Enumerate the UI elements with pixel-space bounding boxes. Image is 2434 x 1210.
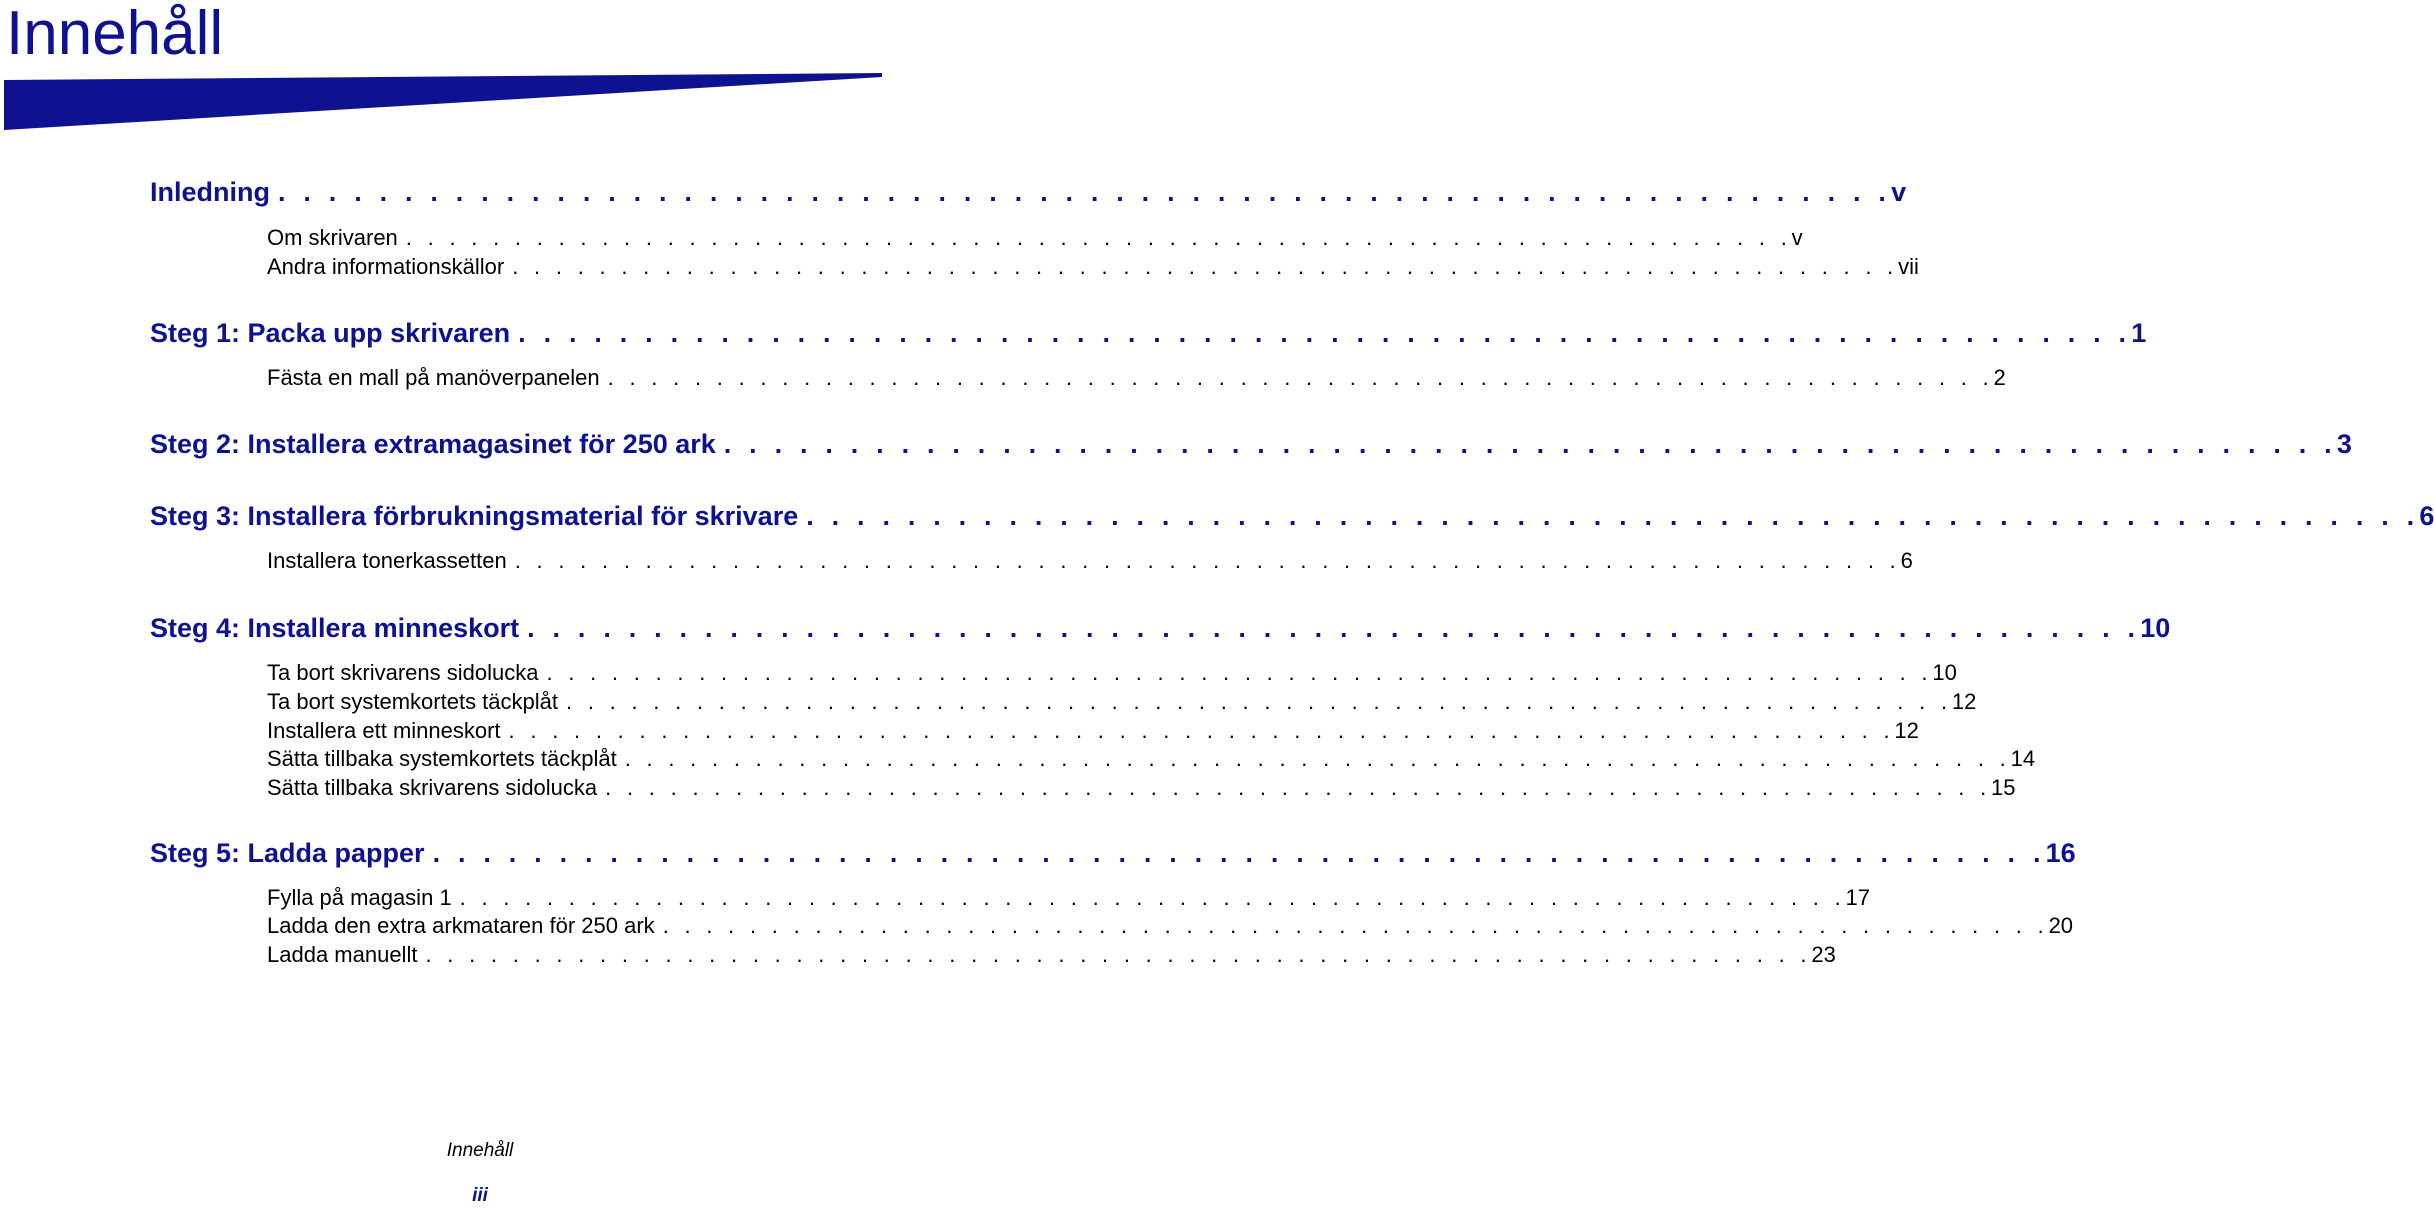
toc-chapter-label: Steg 2: Installera extramagasinet för 250 ark — [150, 429, 716, 459]
toc-page-number: 15 — [1991, 775, 2016, 800]
toc-page-number: 10 — [2140, 613, 2171, 643]
title-underline-bar — [0, 0, 960, 140]
toc-page-number: 16 — [2045, 838, 2076, 868]
dot-leader: . . . . . . . . . . . . . . . . . . . . . . . . . . . . . . . . . . . . . . . . . . . . . . . . . . . . . . . . . . . . . . . . — [512, 254, 1899, 279]
dot-leader: . . . . . . . . . . . . . . . . . . . . . . . . . . . . . . . . . . . . . . . . . . . . . . . . . . . . . . . . . . . . . . . . — [605, 775, 1992, 800]
dot-leader: . . . . . . . . . . . . . . . . . . . . . . . . . . . . . . . . . . . . . . . . . . . . . . . . . . . . . . . . . . . . . . . . — [723, 429, 2337, 459]
toc-chapter-label: Steg 4: Installera minneskort — [150, 613, 520, 643]
toc-section-label: Sätta tillbaka skrivarens sidolucka — [267, 775, 598, 800]
toc-section-label: Installera ett minneskort — [267, 718, 501, 743]
toc-page-number: 1 — [2131, 318, 2147, 348]
toc-chapter-label: Inledning — [150, 177, 270, 207]
toc-section-label: Andra informationskällor — [267, 254, 505, 279]
toc-section-ta-bort-tackplat[interactable] — [267, 688, 1977, 716]
dot-leader: . . . . . . . . . . . . . . . . . . . . . . . . . . . . . . . . . . . . . . . . . . . . . . . . . . . . . . . . . . . . . . . . — [518, 318, 2132, 348]
dot-leader: . . . . . . . . . . . . . . . . . . . . . . . . . . . . . . . . . . . . . . . . . . . . . . . . . . . . . . . . . . . . . . . . — [508, 718, 1895, 743]
toc-page-number: 12 — [1894, 718, 1919, 743]
toc-chapter-steg-5[interactable] — [150, 836, 2076, 870]
dot-leader: . . . . . . . . . . . . . . . . . . . . . . . . . . . . . . . . . . . . . . . . . . . . . . . . . . . . . . . . . . . . . . . . — [662, 913, 2049, 938]
footer-label: Innehåll — [446, 1140, 514, 1161]
dot-leader: . . . . . . . . . . . . . . . . . . . . . . . . . . . . . . . . . . . . . . . . . . . . . . . . . . . . . . . . . . . . . . . . — [425, 942, 1812, 967]
toc-section-label: Fylla på magasin 1 — [267, 885, 452, 910]
toc-section-label: Ta bort systemkortets täckplåt — [267, 689, 558, 714]
dot-leader: . . . . . . . . . . . . . . . . . . . . . . . . . . . . . . . . . . . . . . . . . . . . . . . . . . . . . . . . . . . . . . . . — [624, 746, 2011, 771]
toc-page-number: 14 — [2010, 746, 2036, 771]
toc-page-number: 20 — [2048, 913, 2074, 938]
toc-section-ladda-manuellt[interactable] — [267, 941, 1836, 969]
toc-page-number: 6 — [2419, 501, 2434, 531]
dot-leader: . . . . . . . . . . . . . . . . . . . . . . . . . . . . . . . . . . . . . . . . . . . . . . . . . . . . . . . . . . . . . . . . — [459, 885, 1846, 910]
toc-page-number: 12 — [1951, 689, 1977, 714]
page-title: Innehåll — [6, 0, 224, 68]
toc-chapter-label: Steg 1: Packa upp skrivaren — [150, 318, 511, 348]
toc-section-fasta-en-mall[interactable] — [267, 364, 2006, 392]
toc-chapter-inledning[interactable] — [150, 175, 1907, 209]
toc-page-number: 6 — [1900, 548, 1913, 573]
dot-leader: . . . . . . . . . . . . . . . . . . . . . . . . . . . . . . . . . . . . . . . . . . . . . . . . . . . . . . . . . . . . . . . . — [277, 177, 1892, 207]
toc-page-number: v — [1791, 225, 1803, 250]
dot-leader: . . . . . . . . . . . . . . . . . . . . . . . . . . . . . . . . . . . . . . . . . . . . . . . . . . . . . . . . . . . . . . . . — [432, 838, 2046, 868]
toc-page-number: 17 — [1845, 885, 1871, 910]
dot-leader: . . . . . . . . . . . . . . . . . . . . . . . . . . . . . . . . . . . . . . . . . . . . . . . . . . . . . . . . . . . . . . . . — [806, 501, 2420, 531]
dot-leader: . . . . . . . . . . . . . . . . . . . . . . . . . . . . . . . . . . . . . . . . . . . . . . . . . . . . . . . . . . . . . . . . — [527, 613, 2141, 643]
toc-section-installera-tonerkassetten[interactable] — [267, 547, 1913, 575]
toc-page-number: 2 — [1993, 365, 2006, 390]
toc-section-label: Installera tonerkassetten — [267, 548, 507, 573]
toc-section-andra-informationskallor[interactable] — [267, 253, 1919, 281]
toc-section-satta-tillbaka-tackplat[interactable] — [267, 745, 2036, 773]
toc-chapter-steg-1[interactable] — [150, 316, 2147, 350]
toc-page-number: 23 — [1811, 942, 1836, 967]
toc-section-label: Fästa en mall på manöverpanelen — [267, 365, 600, 390]
footer-page-number: iii — [472, 1185, 488, 1206]
toc-section-ladda-extra-arkmatare[interactable] — [267, 912, 2074, 940]
toc-chapter-label: Steg 5: Ladda papper — [150, 838, 425, 868]
toc-section-fylla-pa-magasin-1[interactable] — [267, 884, 1871, 912]
dot-leader: . . . . . . . . . . . . . . . . . . . . . . . . . . . . . . . . . . . . . . . . . . . . . . . . . . . . . . . . . . . . . . . . — [514, 548, 1901, 573]
toc-section-label: Ladda manuellt — [267, 942, 418, 967]
toc-section-label: Sätta tillbaka systemkortets täckplåt — [267, 746, 617, 771]
toc-section-label: Om skrivaren — [267, 225, 398, 250]
toc-chapter-label: Steg 3: Installera förbrukningsmaterial för skrivare — [150, 501, 799, 531]
toc-chapter-steg-4[interactable] — [150, 611, 2171, 645]
toc-section-ta-bort-sidolucka[interactable] — [267, 659, 1957, 687]
toc-chapter-steg-3[interactable] — [150, 499, 2434, 533]
toc-page-number: vii — [1898, 254, 1919, 279]
toc-page-number: 3 — [2336, 429, 2352, 459]
toc-page-number: 10 — [1932, 660, 1957, 685]
dot-leader: . . . . . . . . . . . . . . . . . . . . . . . . . . . . . . . . . . . . . . . . . . . . . . . . . . . . . . . . . . . . . . . . — [566, 689, 1952, 714]
toc-section-label: Ladda den extra arkmataren för 250 ark — [267, 913, 655, 938]
dot-leader: . . . . . . . . . . . . . . . . . . . . . . . . . . . . . . . . . . . . . . . . . . . . . . . . . . . . . . . . . . . . . . . . — [546, 660, 1933, 685]
toc-page-number: v — [1891, 177, 1907, 207]
toc-section-label: Ta bort skrivarens sidolucka — [267, 660, 539, 685]
dot-leader: . . . . . . . . . . . . . . . . . . . . . . . . . . . . . . . . . . . . . . . . . . . . . . . . . . . . . . . . . . . . . . . . — [405, 225, 1792, 250]
dot-leader: . . . . . . . . . . . . . . . . . . . . . . . . . . . . . . . . . . . . . . . . . . . . . . . . . . . . . . . . . . . . . . . . — [607, 365, 1994, 390]
toc-section-om-skrivaren[interactable] — [267, 224, 1803, 252]
toc-section-satta-tillbaka-sidolucka[interactable] — [267, 774, 2016, 802]
toc-chapter-steg-2[interactable] — [150, 427, 2352, 461]
toc-section-installera-minneskort[interactable] — [267, 717, 1919, 745]
